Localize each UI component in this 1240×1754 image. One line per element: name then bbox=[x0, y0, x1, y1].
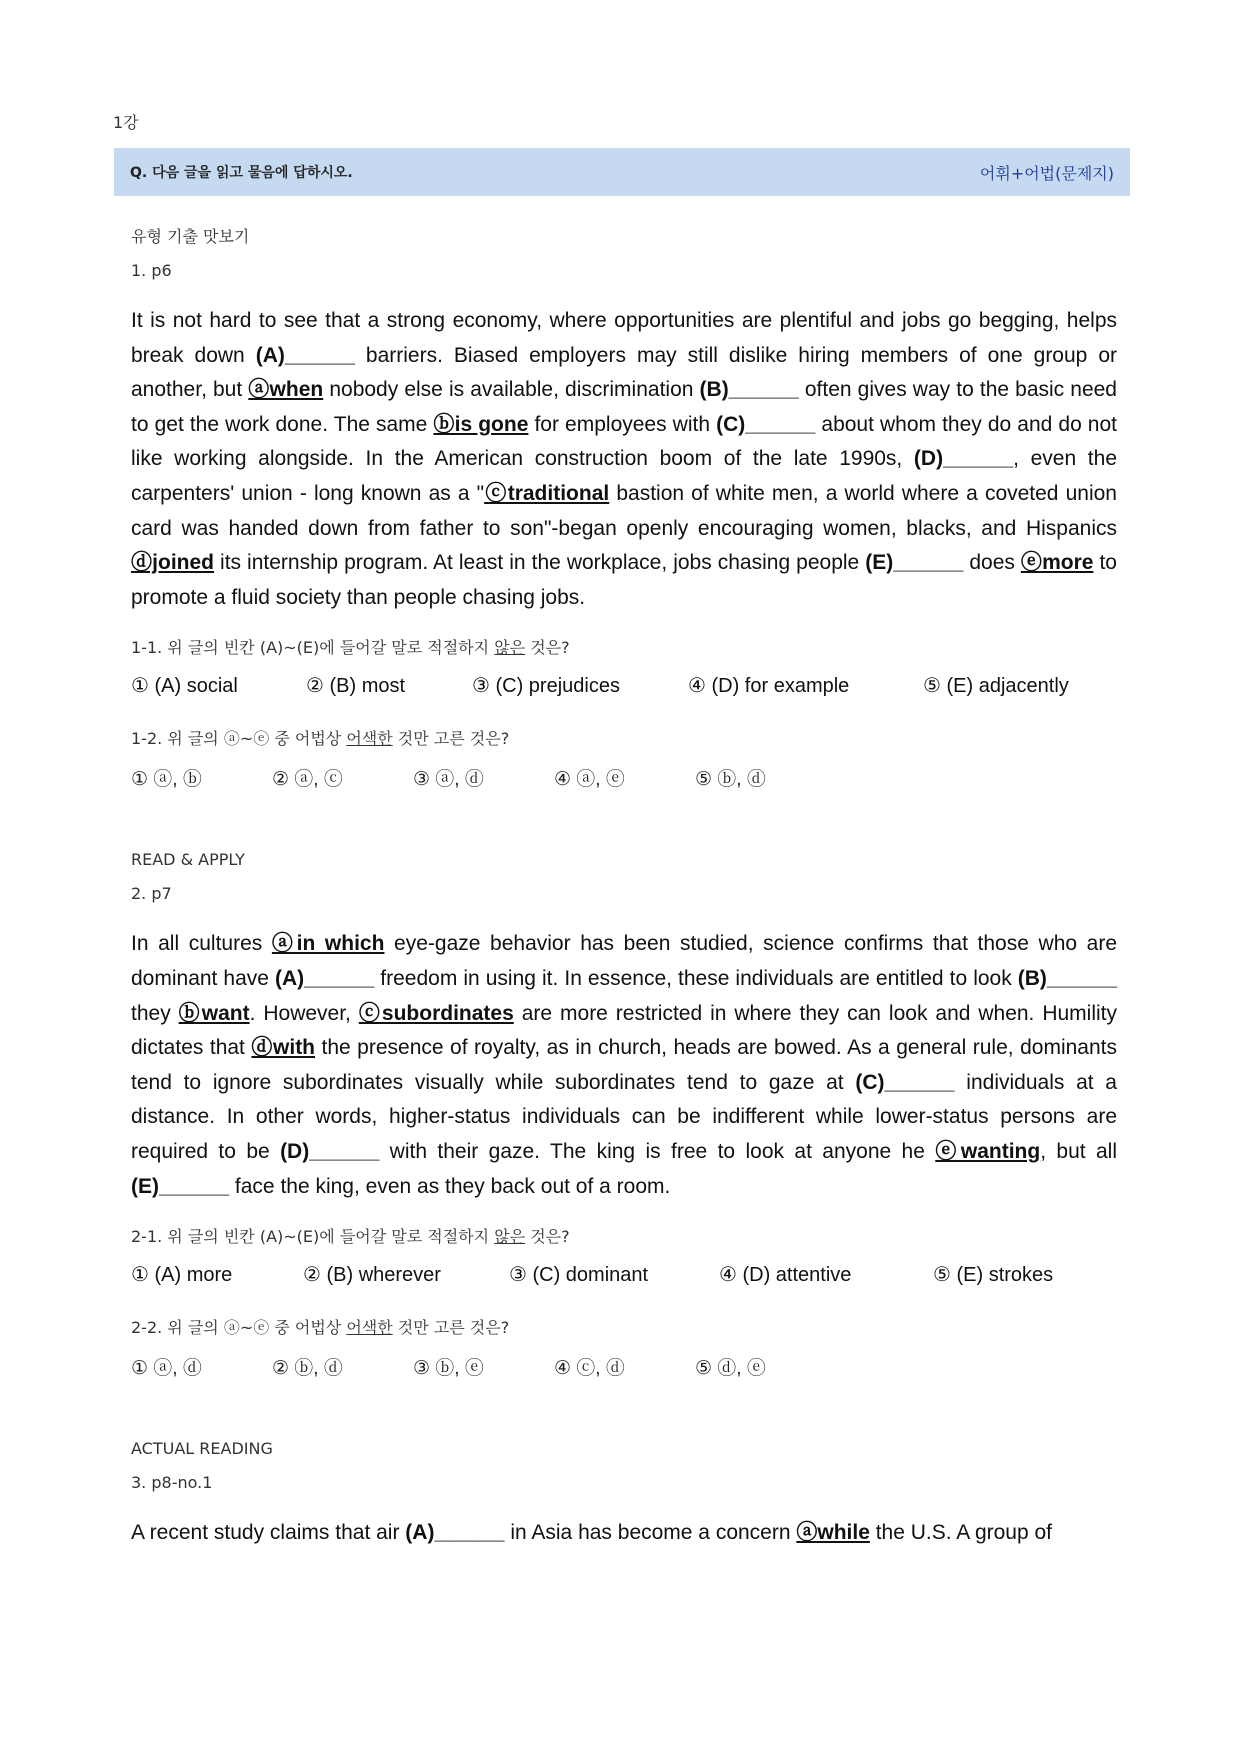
passage-blank: (C)______ bbox=[716, 412, 816, 436]
question-emphasis: 않은 bbox=[494, 638, 526, 658]
passage-grammar-mark: ⓒtraditional bbox=[484, 481, 610, 505]
passage-grammar-mark: ⓐwhile bbox=[796, 1521, 870, 1545]
lesson-label: 1강 bbox=[113, 113, 139, 132]
option[interactable]: ② ⓐ, ⓒ bbox=[272, 769, 343, 791]
option[interactable]: ② ⓑ, ⓓ bbox=[272, 1358, 343, 1380]
option[interactable]: ③ ⓑ, ⓔ bbox=[413, 1358, 484, 1380]
options-1-2 bbox=[131, 764, 1117, 791]
section-ref: 2. p7 bbox=[131, 884, 172, 904]
option[interactable]: ⑤ ⓑ, ⓓ bbox=[695, 769, 766, 791]
question-text: 2-2. 위 글의 ⓐ~ⓔ 중 어법상 bbox=[131, 1318, 347, 1338]
passage-grammar-mark: ⓔwanting bbox=[935, 1139, 1041, 1163]
option[interactable]: ④ (D) for example bbox=[688, 675, 850, 698]
question-1-2 bbox=[131, 724, 1117, 754]
option[interactable]: ② (B) most bbox=[306, 675, 406, 698]
passage-blank: (D)______ bbox=[280, 1139, 380, 1163]
passage-2: In all cultures ⓐin which eye-gaze behavior has been studied, science confirms that those who are dominant have (A)______ freedom in using it. In essence, these individuals are entitled to look (B)______ they ⓑwant. However, ⓒsubordinates are more restricted in where they can look and when. Humility dictates that ⓓwith the presence of royalty, as in church, heads are bowed. As a general rule, dominants tend to ignore subordinates visually while subordinates tend to gaze at (C)______ individuals at a distance. In other words, higher-status individuals can be indifferent while lower-status persons are required to be (D)______ with their gaze. The king is free to look at anyone he ⓔwanting, but all (E)______ face the king, even as they back out of a room. bbox=[131, 932, 1118, 1198]
option[interactable]: ③ (C) prejudices bbox=[472, 675, 620, 698]
question-text: 2-1. 위 글의 빈칸 (A)~(E)에 들어갈 말로 적절하지 bbox=[131, 1227, 495, 1247]
question-emphasis: 어색한 bbox=[346, 1318, 393, 1338]
passage-blank: (C)______ bbox=[855, 1070, 955, 1094]
question-text: 1-1. 위 글의 빈칸 (A)~(E)에 들어갈 말로 적절하지 bbox=[131, 638, 495, 658]
option[interactable]: ② (B) wherever bbox=[303, 1264, 441, 1287]
option[interactable]: ④ ⓐ, ⓔ bbox=[554, 769, 625, 791]
options-2-2 bbox=[131, 1353, 1117, 1380]
question-text: 것만 고른 것은? bbox=[392, 1318, 510, 1338]
passage-3: A recent study claims that air (A)______ in Asia has become a concern ⓐwhile the U.S. A group of bbox=[131, 1521, 1053, 1545]
passage-blank: (E)______ bbox=[131, 1174, 230, 1198]
passage-grammar-mark: ⓑwant bbox=[178, 1001, 250, 1025]
content bbox=[131, 220, 1117, 1551]
passage-1: It is not hard to see that a strong economy, where opportunities are plentiful and jobs go begging, helps break down (A)______ barriers. Biased employers may still dislike hiring members of one group or another, but ⓐwhen nobody else is available, discrimination (B)______ often gives way to the basic need to get the work done. The same ⓑis gone for employees with (C)______ about whom they do and do not like working alongside. In the American construction boom of the late 1990s, (D)______, even the carpenters' union - long known as a "ⓒtraditional bastion of white men, a world where a coveted union card was handed down from father to son"-began openly encouraging women, blacks, and Hispanics ⓓjoined its internship program. At least in the workplace, jobs chasing people (E)______ does ⓔmore to promote a fluid society than people chasing jobs. bbox=[131, 309, 1118, 609]
passage-blank: (E)______ bbox=[865, 551, 964, 575]
passage-blank: (D)______ bbox=[913, 447, 1014, 471]
passage-grammar-mark: ⓒsubordinates bbox=[358, 1001, 514, 1025]
option[interactable]: ⑤ (E) strokes bbox=[933, 1264, 1054, 1287]
passage-blank: (A)______ bbox=[255, 343, 355, 367]
section-ref: 1. p6 bbox=[131, 261, 172, 280]
option[interactable]: ① (A) social bbox=[131, 675, 238, 698]
passage-grammar-mark: ⓐin which bbox=[271, 932, 385, 956]
passage-blank: (A)______ bbox=[275, 966, 375, 990]
option[interactable]: ③ ⓐ, ⓓ bbox=[413, 769, 484, 791]
option[interactable]: ① ⓐ, ⓑ bbox=[131, 769, 202, 791]
option[interactable]: ⑤ (E) adjacently bbox=[923, 675, 1069, 698]
option[interactable]: ① ⓐ, ⓓ bbox=[131, 1358, 202, 1380]
question-text: 1-2. 위 글의 ⓐ~ⓔ 중 어법상 bbox=[131, 729, 347, 749]
banner-tag: 어휘+어법(문제지) bbox=[979, 163, 1114, 183]
section-title: ACTUAL READING bbox=[131, 1439, 273, 1459]
passage-blank: (A)______ bbox=[405, 1521, 505, 1545]
option[interactable]: ① (A) more bbox=[131, 1264, 233, 1287]
section-title: 유형 기출 맛보기 bbox=[131, 227, 250, 246]
option[interactable]: ③ (C) dominant bbox=[509, 1264, 649, 1287]
passage-blank: (B)______ bbox=[699, 378, 799, 402]
question-banner bbox=[114, 148, 1130, 196]
passage-grammar-mark: ⓓjoined bbox=[131, 551, 215, 575]
option[interactable]: ④ (D) attentive bbox=[719, 1264, 852, 1287]
options-2-1 bbox=[131, 1262, 1117, 1287]
question-text: 것은? bbox=[525, 638, 570, 658]
passage-grammar-mark: ⓐwhen bbox=[248, 378, 324, 402]
option[interactable]: ⑤ ⓓ, ⓔ bbox=[695, 1358, 766, 1380]
option[interactable]: ④ ⓒ, ⓓ bbox=[554, 1358, 625, 1380]
section-title: READ & APPLY bbox=[131, 850, 245, 870]
question-emphasis: 않은 bbox=[494, 1227, 526, 1247]
passage-grammar-mark: ⓔmore bbox=[1020, 551, 1094, 575]
banner-question: Q. 다음 글을 읽고 물음에 답하시오. bbox=[130, 165, 353, 181]
options-1-1 bbox=[131, 673, 1117, 698]
question-2-1 bbox=[131, 1222, 1117, 1252]
question-1-1 bbox=[131, 633, 1117, 663]
question-2-2 bbox=[131, 1313, 1117, 1343]
question-emphasis: 어색한 bbox=[346, 729, 393, 749]
passage-grammar-mark: ⓓwith bbox=[251, 1036, 316, 1060]
question-text: 것만 고른 것은? bbox=[392, 729, 510, 749]
passage-blank: (B)______ bbox=[1017, 966, 1117, 990]
question-text: 것은? bbox=[525, 1227, 570, 1247]
passage-grammar-mark: ⓑis gone bbox=[433, 412, 529, 436]
section-ref: 3. p8-no.1 bbox=[131, 1473, 213, 1493]
